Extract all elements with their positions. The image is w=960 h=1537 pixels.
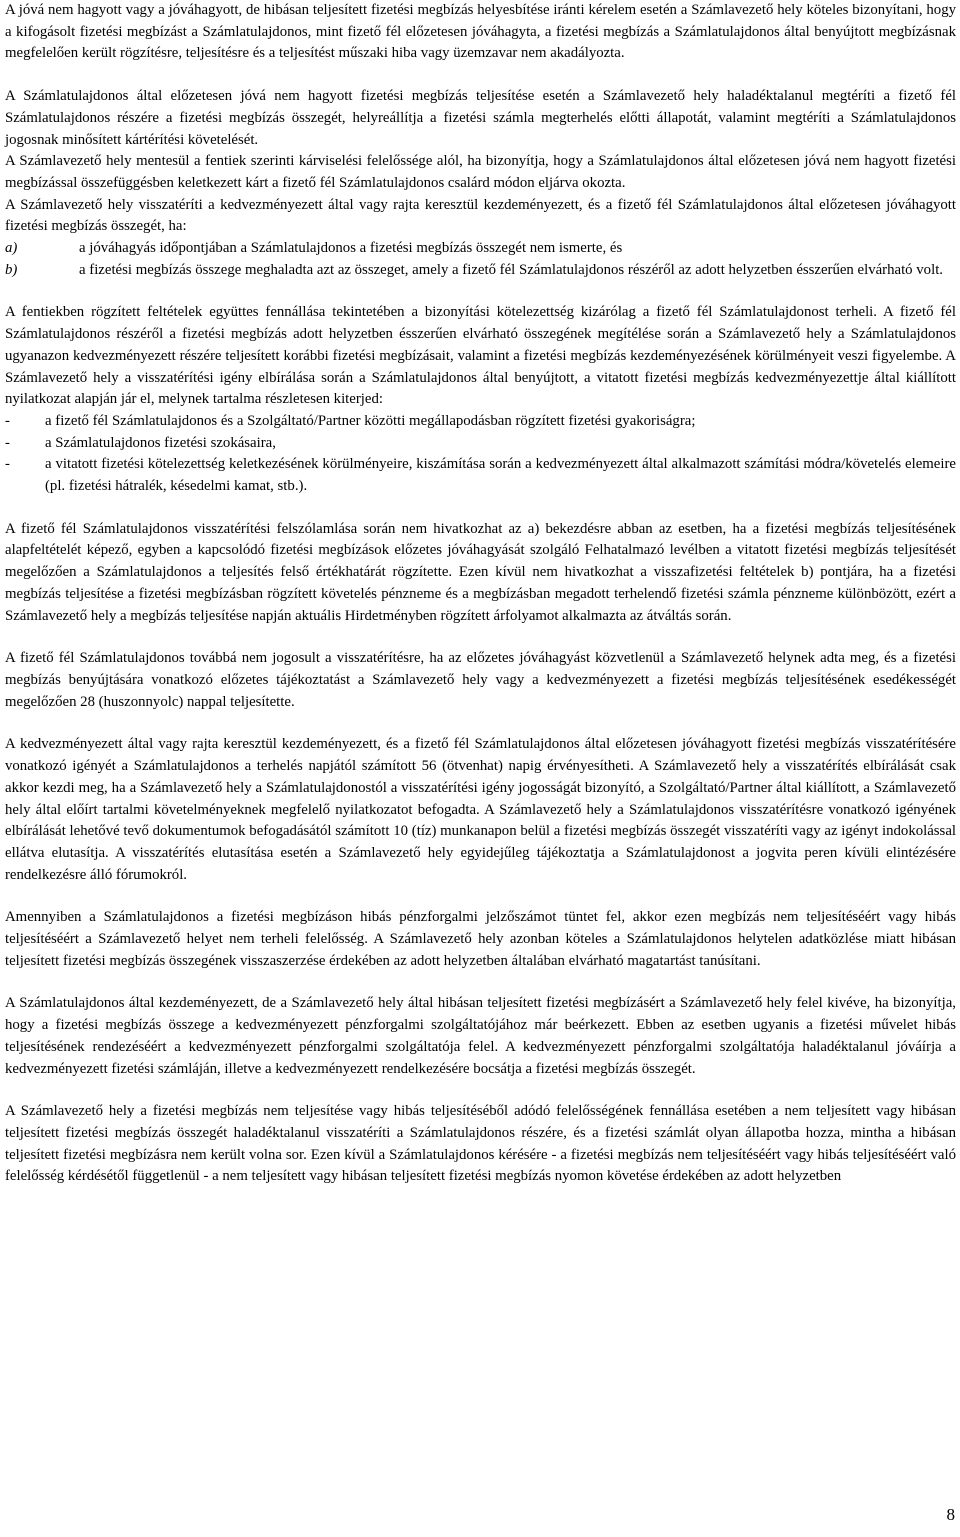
list-marker: - [5, 434, 10, 451]
list-marker: - [5, 456, 10, 473]
list-marker: b) [5, 261, 18, 278]
paragraph: A fizető fél Számlatulajdonos továbbá nem jogosult a visszatérítésre, ha az előzetes jóváhagyást közvetlenül a Számlavezető helynek adta meg, és a fizetési megbízás benyújtására vonatkozó előzetes tájékoztatást a Számlavezető hely vagy a kedvezményezett a fizetési megbízás teljesítésének esedékességét megelőzően 28 (huszonnyolc) nappal teljesítette. [5, 650, 956, 710]
list-item [5, 260, 956, 282]
paragraph: A Számlavezető hely a fizetési megbízás nem teljesítése vagy hibás teljesítéséből adódó felelősségének fennállása esetében a nem teljesített vagy hibásan teljesített fizetési megbízás összegét haladéktalanul visszatéríti a Számlatulajdonos részére, és a fizetési számlát olyan állapotba hozza, mintha a hibásan teljesített fizetési megbízásra nem került volna sor. Ezen kívül a Számlatulajdonos kérésére - a fizetési megbízás nem teljesítéséért vagy hibás teljesítéséért való felelősség kérdésétől függetlenül - a nem teljesített vagy hibásan teljesített fizetési megbízás nyomon követése érdekében az adott helyzetben [5, 1103, 956, 1185]
list-item-text: a vitatott fizetési kötelezettség keletkezésének körülményeire, kiszámítása során a kedvezményezett által alkalmazott számítási módra/követelés elemeire (pl. fizetési hátralék, késedelmi kamat, stb.). [45, 456, 956, 495]
document-page [5, 0, 956, 1188]
page-number: 8 [946, 1505, 955, 1524]
paragraph: Amennyiben a Számlatulajdonos a fizetési megbízáson hibás pénzforgalmi jelzőszámot tüntet fel, akkor ezen megbízás nem teljesítéséért vagy hibás teljesítéséért a Számlavezető helyet nem terheli felelősség. A Számlavezető hely azonban köteles a Számlatulajdonos helytelen adatközlése miatt hibásan teljesített fizetési megbízás összegének visszaszerzése érdekében az adott helyzetben általában elvárható magatartást tanúsítani. [5, 909, 956, 969]
paragraph: A Számlavezető hely visszatéríti a kedvezményezett által vagy rajta keresztül kezdeményezett, és a fizető fél Számlatulajdonos által előzetesen jóváhagyott fizetési megbízás összegét, ha: [5, 196, 956, 235]
paragraph: A Számlatulajdonos által előzetesen jóvá nem hagyott fizetési megbízás teljesítése esetén a Számlavezető hely haladéktalanul megtéríti a fizető fél Számlatulajdonos részére a fizetési megbízás összegét, helyreállítja a fizetési számla megterhelés előtti állapotát, valamint megtéríti a Számlatulajdonos jogosnak minősített kártérítési követelését. [5, 88, 956, 148]
list-item [5, 238, 956, 260]
list-item-text: a jóváhagyás időpontjában a Számlatulajdonos a fizetési megbízás összegét nem ismerte, és [79, 240, 623, 257]
paragraph: A fizető fél Számlatulajdonos visszatérítési felszólamlása során nem hivatkozhat az a) bekezdésre abban az esetben, ha a fizetési megbízás teljesítésének alapfeltételét képező, egyben a kapcsolódó fizetési megbízások előzetes jóváhagyását szolgáló Felhatalmazó levélben a vitatott fizetési megbízás teljesítését megelőzően a Számlatulajdonos a teljesítés felső értékhatárát rögzítette. Ezen kívül nem hivatkozhat a visszafizetési feltételek b) pontjára, ha a fizetési megbízás teljesítése a fizetési megbízásban rögzített követelés pénzneme és a megbízásban megadott terhelendő fizetési számla pénzneme különbözött, ezért a Számlavezető hely a megbízás teljesítése napján aktuális Hirdetményben rögzített árfolyamot alkalmazta az átváltás során. [5, 520, 956, 624]
list-item-text: a Számlatulajdonos fizetési szokásaira, [45, 434, 276, 451]
list-marker: a) [5, 240, 18, 257]
paragraph: A jóvá nem hagyott vagy a jóváhagyott, de hibásan teljesített fizetési megbízás helyesbítése iránti kérelem esetén a Számlavezető hely köteles bizonyítani, hogy a kifogásolt fizetési megbízást a Számlatulajdonos, mint fizető fél előzetesen jóváhagyta, a fizetési megbízás a Számlatulajdonos által benyújtott megbízásnak megfelelően került rögzítésre, teljesítésre és a teljesítést műszaki hiba vagy üzemzavar nem akadályozta. [5, 2, 956, 62]
list-marker: - [5, 412, 10, 429]
paragraph: A Számlatulajdonos által kezdeményezett, de a Számlavezető hely által hibásan teljesített fizetési megbízásért a Számlavezető hely felel kivéve, ha bizonyítja, hogy a fizetési megbízás összege a kedvezményezett pénzforgalmi szolgáltatójához már beérkezett. Ebben az esetben ugyanis a fizetési művelet hibás teljesítésének rendezéséért a kedvezményezett pénzforgalmi szolgáltatója felel. A kedvezményezett pénzforgalmi szolgáltatója haladéktalanul jóváírja a kedvezményezett fizetési számláján, illetve a kedvezményezett rendelkezésére bocsátja a fizetési megbízás összegét. [5, 995, 956, 1077]
list-item-text: a fizető fél Számlatulajdonos és a Szolgáltató/Partner közötti megállapodásban rögzített fizetési gyakoriságra; [45, 412, 696, 429]
paragraph: A Számlavezető hely mentesül a fentiek szerinti kárviselési felelőssége alól, ha bizonyítja, hogy a Számlatulajdonos által előzetesen jóvá nem hagyott fizetési megbízással összefüggésben keletkezett kárt a fizető fél Számlatulajdonos csalárd módon eljárva okozta. [5, 153, 956, 191]
list-item [5, 433, 956, 455]
list-item-text: a fizetési megbízás összege meghaladta azt az összeget, amely a fizető fél Számlatulajdonos részéről az adott helyzetben ésszerűen elvárható volt. [79, 261, 943, 278]
paragraph: A kedvezményezett által vagy rajta keresztül kezdeményezett, és a fizető fél Számlatulajdonos által előzetesen jóváhagyott fizetési megbízás visszatérítésére vonatkozó igényét a Számlatulajdonos a terhelés napjától számított 56 (ötvenhat) napig érvényesítheti. A Számlavezető hely a visszatérítés elbírálását csak akkor kezdi meg, ha a Számlavezető hely a Számlatulajdonostól a visszatérítési igény jogosságát bizonyító, a Szolgáltató/Partner által kiállított, a Számlavezető hely által előírt tartalmi követelményeknek megfelelő nyilatkozatot befogadta. A Számlavezető hely a Számlatulajdonos visszatérítésre vonatkozó igényének elbírálását lehetővé tevő dokumentumok befogadásától számított 10 (tíz) munkanapon belül a fizetési megbízás összegét visszatéríti vagy az igényt indokolással ellátva elutasítja. A visszatérítés elutasítása esetén a Számlavezető hely egyidejűleg tájékoztatja a Számlatulajdonost a jogvita peren kívüli elintézésére rendelkezésre álló fórumokról. [5, 736, 956, 883]
paragraph: A fentiekben rögzített feltételek együttes fennállása tekintetében a bizonyítási kötelezettség kizárólag a fizető fél Számlatulajdonost terheli. A fizető fél Számlatulajdonos részéről a fizetési megbízás adott helyzetben ésszerűen elvárható összegének megítélése során a Számlavezető hely a Számlatulajdonos ugyanazon kedvezményezett részére teljesített korábbi fizetési megbízásait, valamint a fizetési megbízás kezdeményezésének körülményeit veszi figyelembe. A Számlavezető hely a visszatérítési igény elbírálása során a Számlatulajdonos által benyújtott, a vitatott fizetési megbízás kedvezményezettje által kiállított nyilatkozat alapján jár el, melynek tartalma részletesen kiterjed: [5, 304, 956, 408]
list-item [5, 454, 956, 497]
list-item [5, 411, 956, 433]
